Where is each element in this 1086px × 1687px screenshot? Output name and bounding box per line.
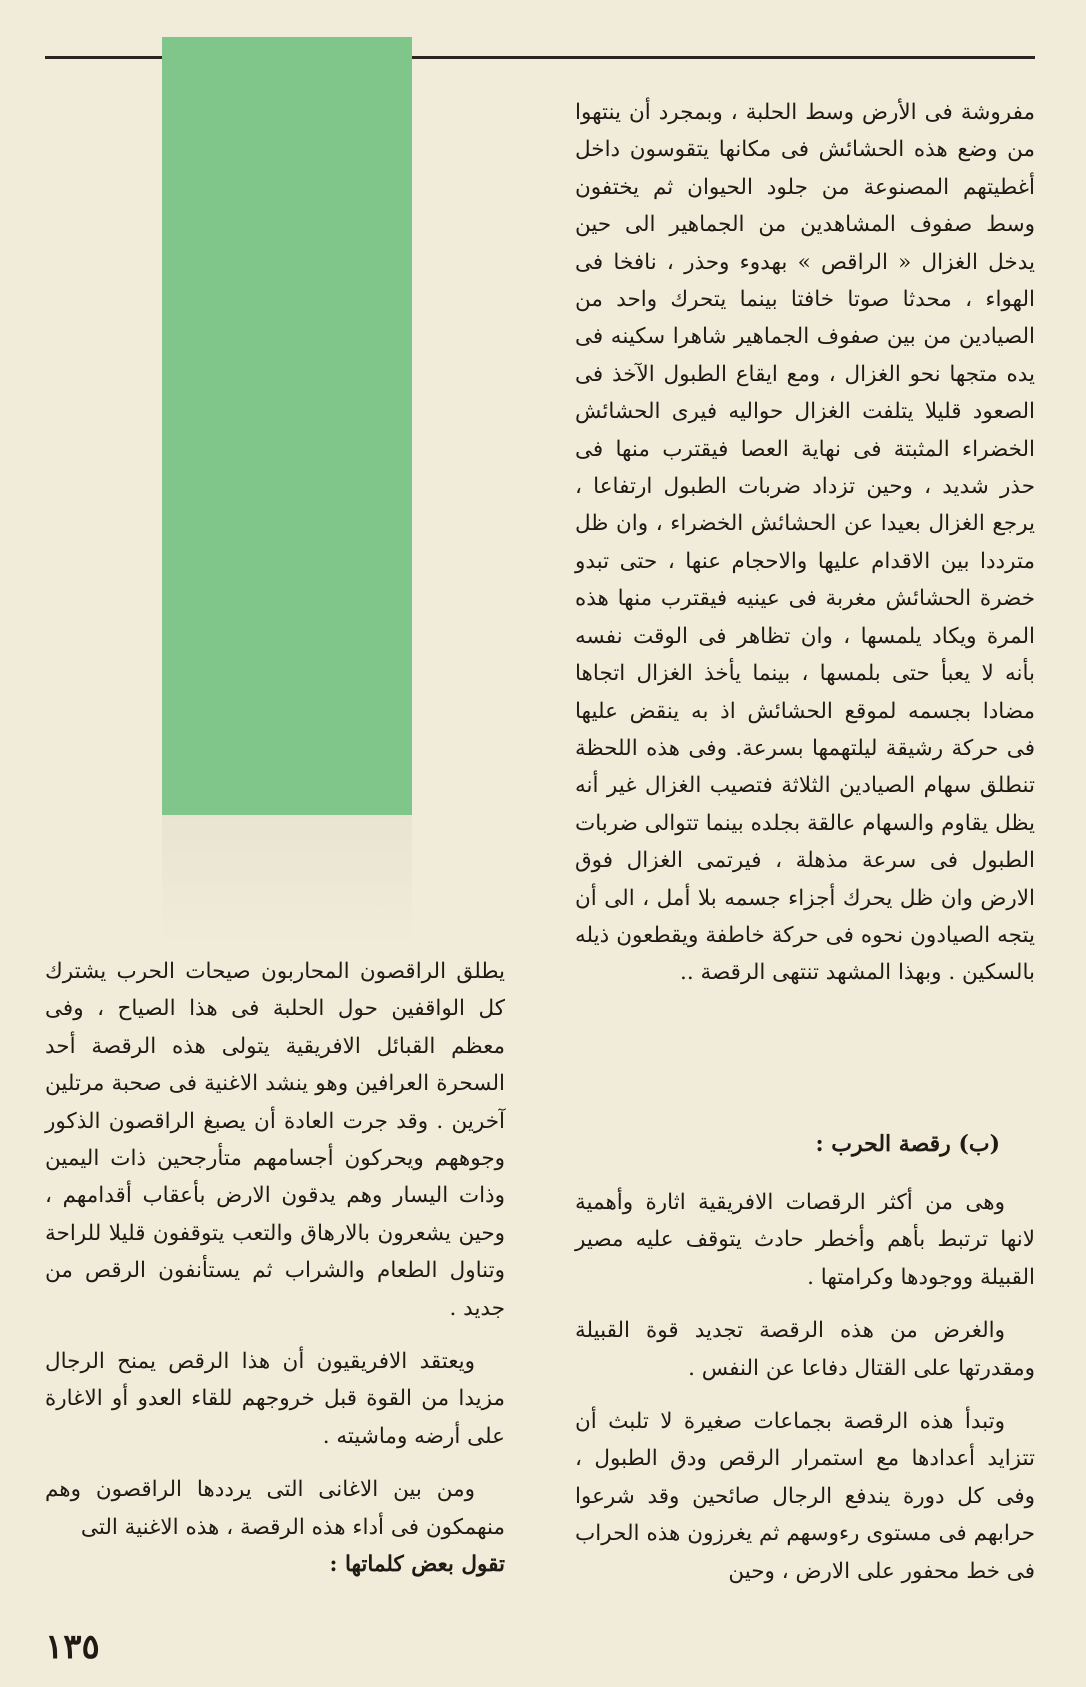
- paragraph: ومن بين الاغانى التى يرددها الراقصون وهم منهمكون فى أداء هذه الرقصة ، هذه الاغنية التى: [45, 1477, 505, 1540]
- left-column: [45, 953, 505, 1584]
- right-column-bottom: [575, 1184, 1035, 1590]
- green-block-fade: [162, 815, 412, 945]
- section-heading-war-dance: (ب) رقصة الحرب :: [815, 1131, 1000, 1157]
- paragraph: ويعتقد الافريقيون أن هذا الرقص يمنح الرجال مزيدا من القوة قبل خروجهم للقاء العدو أو الاغارة على أرضه وماشيته .: [45, 1349, 505, 1449]
- paragraph: يطلق الراقصون المحاربون صيحات الحرب يشترك كل الواقفين حول الحلبة فى هذا الصياح ، وفى معظم القبائل الافريقية يتولى هذه الرقصة أحد السحرة العرافين وهو ينشد الاغنية فى صحبة مرتلين آخرين . وقد جرت العادة أن يصبغ الراقصون الذكور وجوههم ويحركون أجسامهم متأرجحين ذات اليمين وذات اليسار وهم يدقون الارض بأعقاب أقدامهم ، وحين يشعرون بالارهاق والتعب يتوقفون قليلا للراحة وتناول الطعام والشراب ثم يستأنفون الرقص من جديد .: [45, 959, 505, 1321]
- right-column-top: [575, 94, 1035, 992]
- paragraph: وتبدأ هذه الرقصة بجماعات صغيرة لا تلبث أن تتزايد أعدادها مع استمرار الرقص ودق الطبول ، وفى كل دورة يندفع الرجال صائحين وقد شرعوا حرابهم فى مستوى رءوسهم ثم يغرزون هذه الحراب فى خط محفور على الارض ، وحين: [575, 1409, 1035, 1584]
- green-color-block: [162, 37, 412, 815]
- right-column-top-text: مفروشة فى الأرض وسط الحلبة ، وبمجرد أن ينتهوا من وضع هذه الحشائش فى مكانها يتقوسون داخل أغطيتهم المصنوعة من جلود الحيوان ثم يختفون وسط صفوف المشاهدين من الجماهير الى حين يدخل الغزال « الراقص » بهدوء وحذر ، نافخا فى الهواء ، محدثا صوتا خافتا بينما يتحرك واحد من الصيادين من بين صفوف الجماهير شاهرا سكينه فى يده متجها نحو الغزال ، ومع ايقاع الطبول الآخذ فى الصعود قليلا يتلفت الغزال حواليه فيرى الحشائش الخضراء المثبتة فى نهاية العصا فيقترب منها فى حذر شديد ، وحين تزداد ضربات الطبول ارتفاعا ، يرجع الغزال بعيدا عن الحشائش الخضراء ، وان ظل مترددا بين الاقدام عليها والاحجام عنها ، حتى تبدو خضرة الحشائش مغربة فى عينيه فيقترب منها هذه المرة ويكاد يلمسها ، وان تظاهر فى الوقت نفسه بأنه لا يعبأ حتى بلمسها ، بينما يأخذ الغزال اتجاها مضادا بجسمه لموقع الحشائش اذ به ينقض عليها فى حركة رشيقة ليلتهمها بسرعة. وفى هذه اللحظة تنطلق سهام الصيادين الثلاثة فتصيب الغزال غير أنه يظل يقاوم والسهام عالقة بجلده بينما تتوالى ضربات الطبول فى سرعة مذهلة ، فيرتمى الغزال فوق الارض وان ظل يحرك أجزاء جسمه بلا أمل ، الى أن يتجه الصيادون نحوه فى حركة خاطفة ويقطعون ذيله بالسكين . وبهذا المشهد تنتهى الرقصة ..: [575, 100, 1035, 986]
- song-intro-line: تقول بعض كلماتها :: [329, 1552, 505, 1578]
- paragraph: والغرض من هذه الرقصة تجديد قوة القبيلة ومقدرتها على القتال دفاعا عن النفس .: [575, 1318, 1035, 1381]
- paragraph: وهى من أكثر الرقصات الافريقية اثارة وأهمية لانها ترتبط بأهم وأخطر حادث يتوقف عليه مصير القبيلة ووجودها وكرامتها .: [575, 1190, 1035, 1290]
- page-number: ١٣٥: [45, 1627, 100, 1667]
